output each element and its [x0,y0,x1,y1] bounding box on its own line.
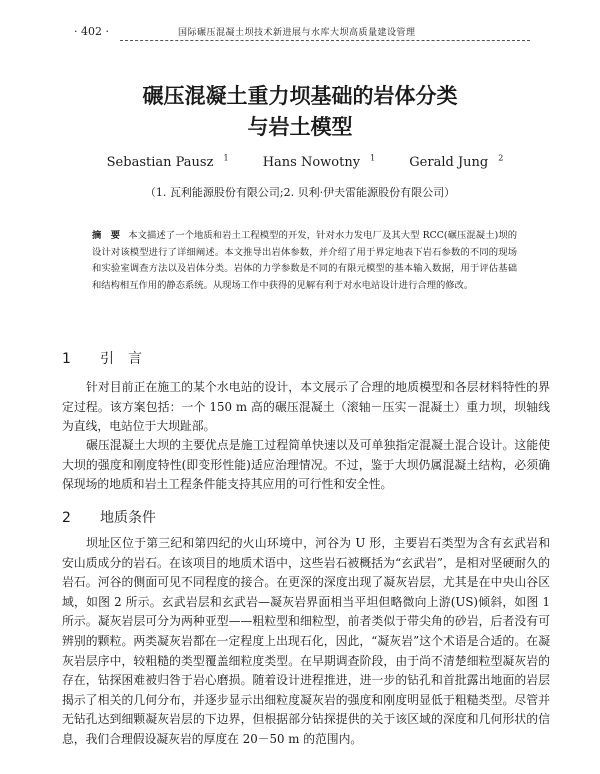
abstract-text: 本文描述了一个地质和岩土工程模型的开发，针对水力发电厂及其大型 RCC(碾压混凝土)坝的设计对该模型进行了详细阐述。本文推导出岩体参数，并介绍了用于界定地表下岩石参数的不同的现场和实验室调查方法以及岩体分类。岩体的力学参数是不同的有限元模型的基本输入数据，用于评估基础和结构相互作用的静态系统。从现场工作中获得的见解有利于对水电站设计进行合理的修改。 [92,230,517,291]
header-rule [120,40,530,41]
paragraph: 针对目前正在施工的某个水电站的设计，本文展示了合理的地质模型和各层材料特性的界定过程。该方案包括：一个 150 m 高的碾压混凝土（滚轴－压实－混凝土）重力坝，坝轴线为直线，电站位于大坝趾部。 [62,380,550,434]
section-heading: 1 引 言 [62,351,142,367]
author: Hans Nowotny $^1$ [262,154,376,171]
running-title: 国际碾压混凝土坝技术新进展与水库大坝高质量建设管理 [178,28,416,38]
paper-title-line1: 碾压混凝土重力坝基础的岩体分类 [142,84,458,108]
paragraph: 碾压混凝土大坝的主要优点是施工过程简单快速以及可单独指定混凝土混合设计。这能使大坝的强度和刚度特性(即变形性能)适应治理情况。不过，鉴于大坝仍属混凝土结构，必须确保现场的地质和岩土工程条件能支持其应用的可行性和安全性。 [62,438,550,492]
author-list [0,154,600,170]
abstract [92,228,517,294]
paragraph: 坝址区位于第三纪和第四纪的火山环境中，河谷为 U 形，主要岩石类型为含有玄武岩和安山质成分的岩石。在该项目的地质术语中，这些岩石被概括为“玄武岩”，是相对坚硬耐久的岩石。河谷的侧面可见不同程度的接合。在更深的深度出现了凝灰岩层，尤其是在中央山谷区域，如图 2 所示。玄武岩层和玄武岩—凝灰岩界面相当平坦但略微向上游(US)倾斜，如图 1 所示。凝灰岩层可分为两种亚型——粗粒型和细粒型，前者类似于带尖角的砂岩，后者没有可辨别的颗粒。两类凝灰岩都在一定程度上出现石化，因此，“凝灰岩”这个术语是合适的。在凝灰岩层序中，较粗糙的类型覆盖细粒度类型。在早期调查阶段，由于尚不清楚细粒型凝灰岩的存在，钻探困难被归咎于岩心磨损。随着设计进程推进，进一步的钻孔和首批露出地面的岩层揭示了相关的几何分布，并逐步显示出细粒度凝灰岩的强度和刚度明显低于粗糙类型。尽管并无钻孔达到细颗凝灰岩层的下边界，但根据部分钻探提供的关于该区域的深度和几何形状的信息，我们合理假设凝灰岩的厚度在 20－50 m 的范围内。 [62,536,550,746]
author: Sebastian Pausz $^1$ [106,154,229,171]
page-number: · 402 · [74,25,109,38]
section-heading: 2 地质条件 [62,510,156,526]
paper-title-line2: 与岩土模型 [247,115,353,139]
author: Gerald Jung $^2$ [409,154,504,171]
abstract-label: 摘 要 [92,230,121,241]
affiliation: （1. 瓦利能源股份有限公司;2. 贝利·伊夫雷能源股份有限公司） [144,186,456,199]
